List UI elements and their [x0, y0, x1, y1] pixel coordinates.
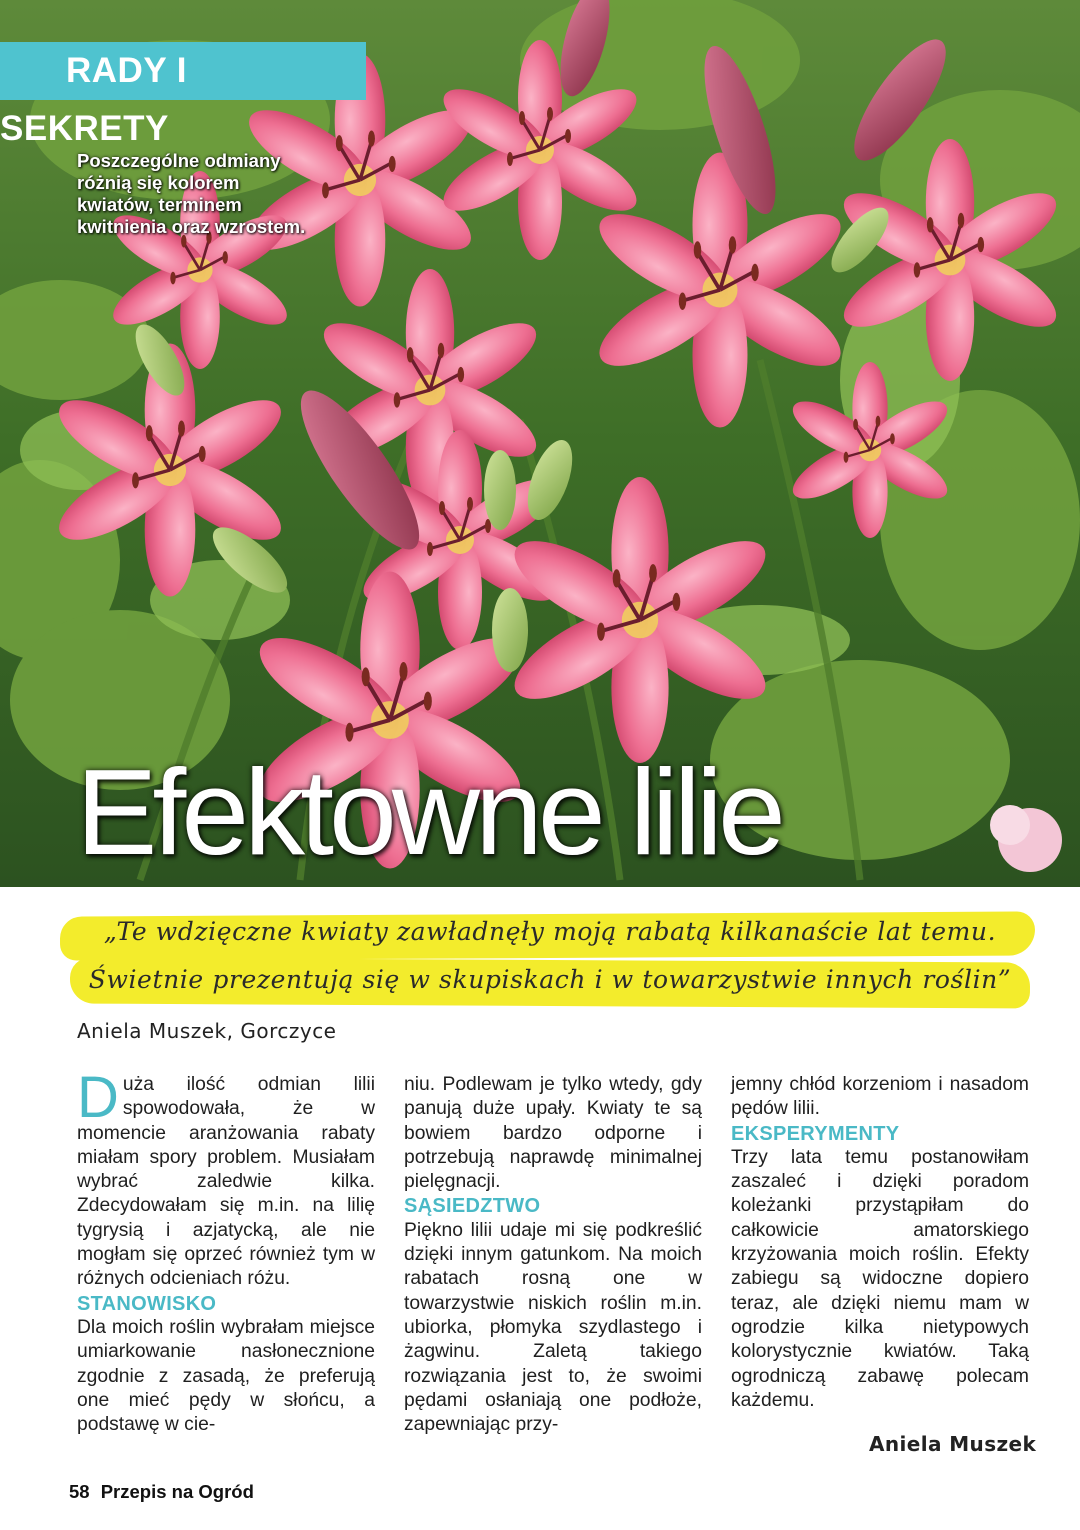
sasiedztwo-text-part2: jemny chłód korzeniom i nasadom pędów lilii. [731, 1074, 1029, 1120]
section-tag: RADY I SEKRETY [0, 42, 366, 100]
quote-line-1: „Te wdzięczne kwiaty zawładnęły moją rabatą kilkanaście lat temu. [103, 917, 997, 946]
drop-cap: D [77, 1065, 119, 1130]
article-title: Efektowne lilie [76, 744, 781, 880]
sasiedztwo-text-part1: Piękno lilii udaje mi się podkreślić dzięki innym gatunkom. Na moich rabatach rosną one w towarzystwie niskich roślin m.in. ubiorka, płomyka szydlastego i żagwinu. Zaletą takiego rozwiązania jest to, że swoimi pędami osłaniają one podłoże, zapewniając przy- [404, 1219, 702, 1436]
article-column-3 [731, 1073, 1029, 1413]
article-column-1 [77, 1065, 375, 1437]
eksperymenty-text: Trzy lata temu postanowiłam zaszaleć i dzięki poradom koleżanki przystąpiłam do całkowicie amatorskiego krzyżowania moich roślin. Efekty zabiegu są widoczne dopiero teraz, ale dzięki niemu mam w ogrodzie kilka nietypowych kolorystycznie kwiatów. Taką ogrodniczą zabawę polecam każdemu. [731, 1146, 1029, 1411]
pull-quote [60, 908, 1040, 1013]
magazine-name: Przepis na Ogród [100, 1481, 254, 1502]
subheading-eksperymenty: EKSPERYMENTY [731, 1122, 900, 1145]
article-signature: Aniela Muszek [869, 1432, 1037, 1456]
quote-line-2: Świetnie prezentują się w skupiskach i w towarzystwie innych roślin” [88, 965, 1012, 994]
intro-text: uża ilość odmian lilii spowodowała, że w momencie aranżowania rabaty miałam spory problem. Musiałam wybrać zaledwie kilka. Zdecydowałam się m.in. na lilię tygrysią i azjatycką, ale nie mogłam się oprzeć również tym w różnych odcieniach różu. [77, 1074, 375, 1290]
subheading-sasiedztwo: SĄSIEDZTWO [404, 1195, 541, 1218]
article-column-2 [404, 1073, 702, 1437]
page-footer [69, 1481, 254, 1503]
author-byline: Aniela Muszek, Gorczyce [77, 1019, 337, 1043]
stanowisko-text-part1: Dla moich roślin wybrałam miejsce umiarkowanie nasłonecznione zgodnie z zasadą, że preferują one mieć pędy w słońcu, a podstawę w cie- [77, 1316, 375, 1436]
stanowisko-text-part2: niu. Podlewam je tylko wtedy, gdy panują duże upały. Kwiaty te są bowiem bardzo odporne i potrzebują naprawdę minimalnej pielęgnacji. [404, 1074, 702, 1193]
page-number: 58 [69, 1481, 90, 1502]
intro-paragraph [77, 1065, 375, 1292]
subheading-stanowisko: STANOWISKO [77, 1292, 217, 1315]
photo-caption: Poszczególne odmiany różnią się kolorem kwiatów, terminem kwitnienia oraz wzrostem. [77, 150, 306, 237]
